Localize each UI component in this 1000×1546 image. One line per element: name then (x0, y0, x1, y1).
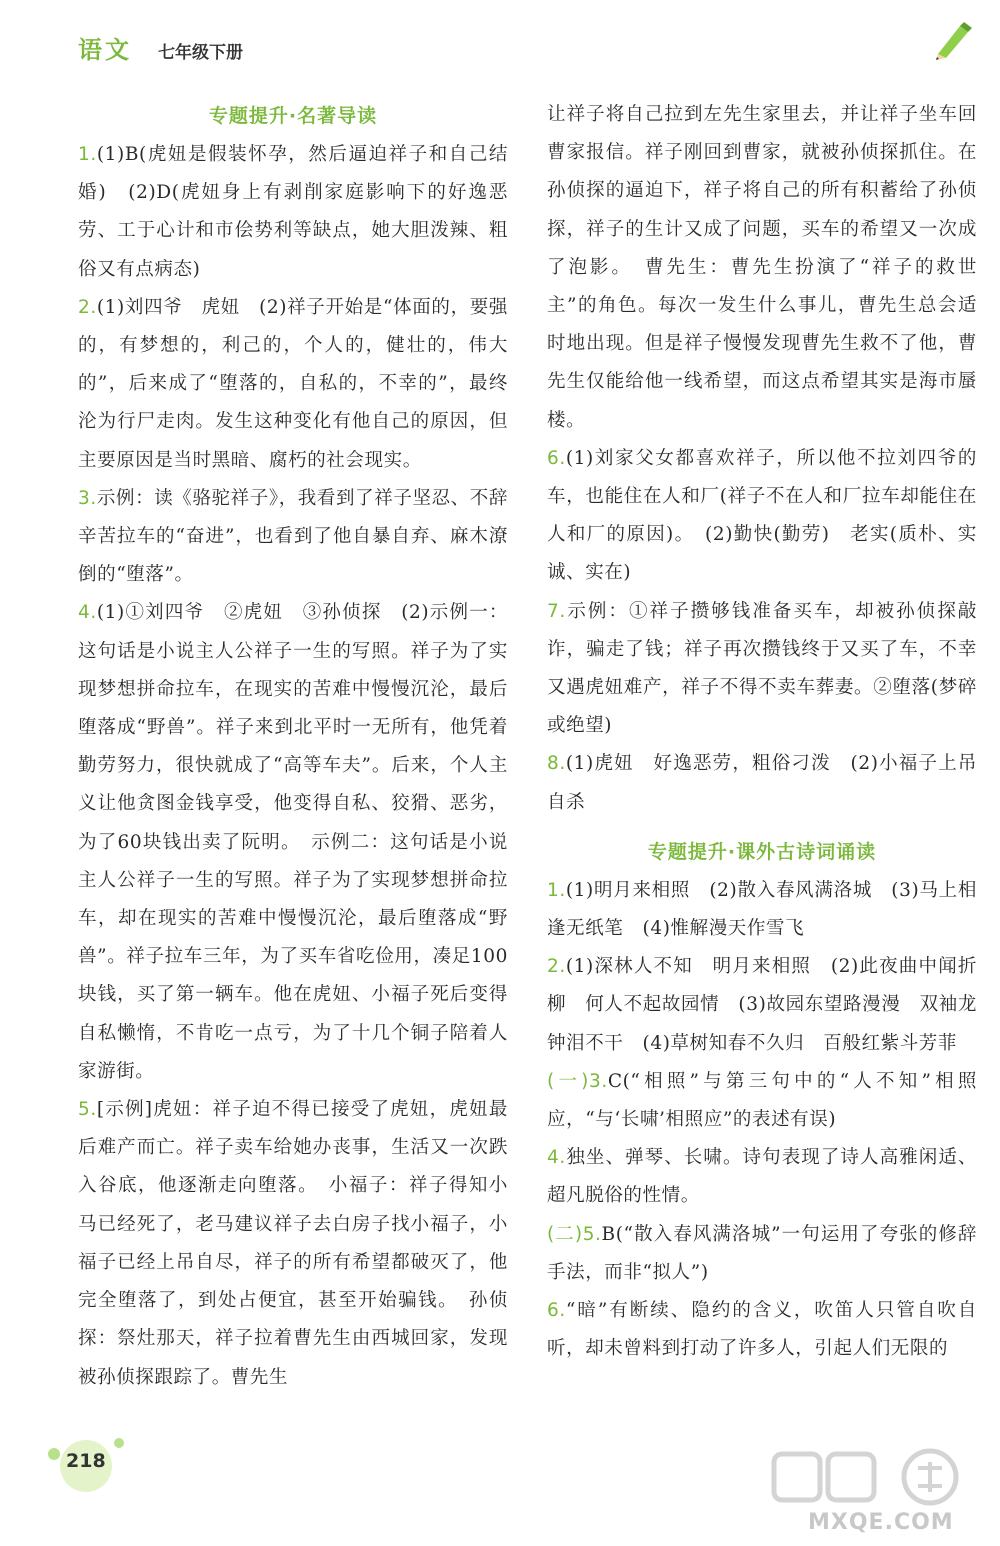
page-number-badge (48, 1436, 138, 1496)
answer-item: 7.示例：①祥子攒够钱准备买车，却被孙侦探敲诈，骗走了钱；祥子再次攒钱终于又买了车，不幸又遇虎妞难产，祥子不得不卖车葬妻。②堕落(梦碎或绝望) (547, 600, 977, 737)
answer-item: 3.示例：读《骆驼祥子》，我看到了祥子坚忍、不辞辛苦拉车的“奋进”，也看到了他自暴自弃、麻木潦倒的“堕落”。 (78, 487, 508, 586)
answer-item: (二)5.B(“散入春风满洛城”一句运用了夸张的修辞手法，而非“拟人”) (547, 1223, 977, 1283)
answer-item: 4.(1)①刘四爷 ②虎妞 ③孙侦探 (2)示例一：这句话是小说主人公祥子一生的写照。祥子为了实现梦想拼命拉车，在现实的苦难中慢慢沉沦，最后堕落成“野兽”。祥子来到北平时一无所有，他凭着勤劳努力，很快就成了“高等车夫”。后来，个人主义让他贪图金钱享受，他变得自私、狡猾、恶劣，为了60块钱出卖了阮明。 示例二：这句话是小说主人公祥子一生的写照。祥子为了实现梦想拼命拉车，却在现实的苦难中慢慢沉沦，最后堕落成“野兽”。祥子拉车三年，为了买车省吃俭用，凑足100块钱，买了第一辆车。他在虎妞、小福子死后变得自私懒惰，不肯吃一点亏，为了十几个铜子陪着人家游街。 (78, 602, 508, 1082)
answer-item: (一)3.C(“相照”与第三句中的“人不知”相照应，“与‘长啸’相照应”的表述有误) (547, 1070, 977, 1131)
decorative-dot (48, 1448, 60, 1460)
answer-item: 5.[示例]虎妞：祥子迫不得已接受了虎妞，虎妞最后难产而亡。祥子卖车给她办丧事，生活又一次跌入谷底，他逐渐走向堕落。 小福子：祥子得知小马已经死了，老马建议祥子去白房子找小福子，小福子已经上吊自尽，祥子的所有希望都破灭了，他完全堕落了，到处占便宜，甚至开始骗钱。 孙侦探：祭灶那天，祥子拉着曹先生由西城回家，发现被孙侦探跟踪了。曹先生 (78, 1099, 508, 1388)
grade-label: 七年级下册 (158, 43, 243, 63)
answer-item: 6.(1)刘家父女都喜欢祥子，所以他不拉刘四爷的车，也能住在人和厂(祥子不在人和厂拉车却能住在人和厂的原因)。 (2)勤快(勤劳) 老实(质朴、实诚、实在) (547, 447, 977, 584)
subject-label: 语文 (78, 36, 132, 64)
section-title-novel-guide: 专题提升·名著导读 (208, 105, 378, 127)
answer-item: 8.(1)虎妞 好逸恶劳，粗俗刁泼 (2)小福子上吊自杀 (547, 753, 977, 813)
decorative-dot (114, 1438, 124, 1448)
section-title-classical-poetry: 专题提升·课外古诗词诵读 (647, 840, 877, 863)
watermark (770, 1446, 980, 1536)
pen-icon (930, 18, 974, 62)
page-number: 218 (66, 1450, 106, 1472)
page-header (78, 30, 243, 66)
answer-continuation: 让祥子将自己拉到左先生家里去，并让祥子坐车回曹家报信。祥子刚回到曹家，就被孙侦探抓住。在孙侦探的逼迫下，祥子将自己的所有积蓄给了孙侦探，祥子的生计又成了问题，买车的希望又一次成了泡影。 曹先生：曹先生扮演了“祥子的救世主”的角色。每次一发生什么事儿，曹先生总会适时地出现。但是祥子慢慢发现曹先生救不了他，曹先生仅能给他一线希望，而这点希望其实是海市蜃楼。 (547, 104, 977, 431)
answer-item: 2.(1)深林人不知 明月来相照 (2)此夜曲中闻折柳 何人不起故园情 (3)故园东望路漫漫 双袖龙钟泪不干 (4)草树知春不久归 百般红紫斗芳菲 (547, 956, 977, 1054)
answer-item: 4.独坐、弹琴、长啸。诗句表现了诗人高雅闲适、超凡脱俗的性情。 (547, 1147, 977, 1207)
right-column (547, 96, 977, 1369)
answer-item: 1.(1)明月来相照 (2)散入春风满洛城 (3)马上相逢无纸笔 (4)惟解漫天作雪飞 (547, 879, 977, 940)
watermark-logo-icon (770, 1446, 980, 1512)
answer-item: 1.(1)B(虎妞是假装怀孕，然后逼迫祥子和自己结婚) (2)D(虎妞身上有剥削家庭影响下的好逸恶劳、工于心计和市侩势利等缺点，她大胆泼辣、粗俗又有点病态) (78, 144, 508, 280)
watermark-url: MXQE.COM (808, 1510, 954, 1535)
answer-item: 2.(1)刘四爷 虎妞 (2)祥子开始是“体面的，要强的，有梦想的，利己的，个人的，健壮的，伟大的”，后来成了“堕落的，自私的，不幸的”，最终沦为行尸走肉。发生这种变化有他自己的原因，但主要原因是当时黑暗、腐朽的社会现实。 (78, 296, 508, 471)
answer-item: 6.“暗”有断续、隐约的含义，吹笛人只管自吹自听，却未曾料到打动了许多人，引起人们无限的 (547, 1300, 977, 1360)
left-column (78, 96, 508, 1397)
